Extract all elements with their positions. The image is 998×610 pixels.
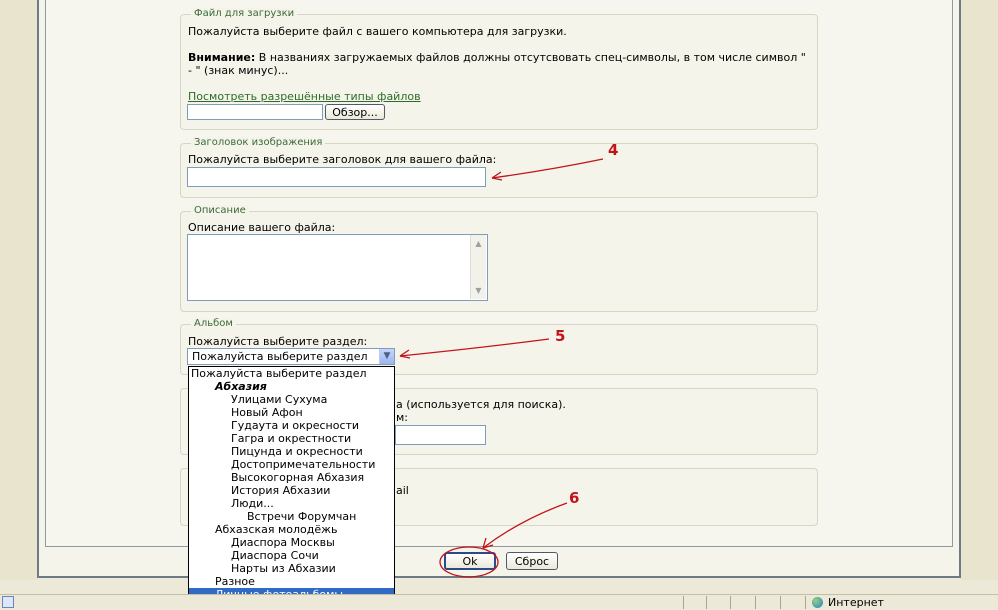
description-textarea[interactable] — [187, 234, 488, 301]
ok-button[interactable]: Ok — [444, 552, 496, 570]
album-option[interactable]: Диаспора Сочи — [231, 549, 319, 562]
file-path-input[interactable] — [187, 104, 323, 120]
status-divider — [706, 596, 707, 609]
notify-text: ail — [396, 484, 409, 497]
scroll-up-icon[interactable]: ▲ — [475, 239, 482, 248]
annotation-label-5: 5 — [555, 327, 566, 345]
album-option[interactable]: Высокогорная Абхазия — [231, 471, 365, 484]
left-margin — [0, 0, 38, 580]
status-divider — [683, 596, 684, 609]
status-bar — [0, 594, 998, 610]
file-instruction: Пожалуйста выберите файл с вашего компьютера для загрузки. — [188, 25, 567, 38]
status-divider — [805, 596, 806, 609]
album-option[interactable]: История Абхазии — [231, 484, 331, 497]
globe-icon — [812, 597, 823, 608]
album-select-value: Пожалуйста выберите раздел — [192, 350, 368, 363]
zone-label: Интернет — [828, 596, 884, 609]
album-dropdown-list[interactable] — [188, 366, 395, 603]
album-option[interactable]: Люди... — [231, 497, 274, 510]
warning-label: Внимание: — [188, 51, 256, 64]
album-option[interactable]: Пожалуйста выберите раздел — [191, 367, 367, 380]
album-option[interactable]: Разное — [215, 575, 255, 588]
album-select[interactable] — [187, 348, 395, 365]
status-divider — [755, 596, 756, 609]
page-icon — [2, 596, 14, 608]
status-divider — [730, 596, 731, 609]
reset-button[interactable]: Сброс — [506, 552, 558, 570]
title-legend: Заголовок изображения — [191, 137, 325, 148]
right-margin — [960, 0, 998, 580]
album-prompt: Пожалуйста выберите раздел: — [188, 335, 368, 348]
annotation-label-4: 4 — [608, 141, 619, 159]
album-option[interactable]: Гагра и окрестности — [231, 432, 352, 445]
status-divider — [780, 596, 781, 609]
album-option[interactable]: Гудаута и окресности — [231, 419, 360, 432]
album-option[interactable]: Абхазия — [215, 380, 267, 393]
album-option[interactable]: Пицунда и окресности — [231, 445, 363, 458]
keywords-input[interactable] — [395, 425, 486, 445]
textarea-scrollbar[interactable] — [470, 235, 486, 299]
keywords-hint: а (используется для поиска). — [396, 398, 566, 411]
album-option[interactable]: Абхазская молодёжь — [215, 523, 338, 536]
file-warning-cont: - " (знак минус)... — [188, 64, 289, 77]
album-option[interactable]: Улицами Сухума — [231, 393, 328, 406]
album-option[interactable]: Новый Афон — [231, 406, 303, 419]
album-option[interactable]: Достопримечательности — [231, 458, 376, 471]
description-prompt: Описание вашего файла: — [188, 221, 336, 234]
chevron-down-icon[interactable]: ▼ — [379, 349, 394, 364]
album-option[interactable]: Диаспора Москвы — [231, 536, 335, 549]
scroll-down-icon[interactable]: ▼ — [475, 286, 482, 295]
keywords-hint-2: м: — [396, 411, 409, 424]
album-legend: Альбом — [191, 318, 236, 329]
warning-text: В названиях загружаемых файлов должны отсутсвовать спец-символы, в том числе символ " — [255, 51, 806, 64]
album-option[interactable]: Встречи Форумчан — [247, 510, 357, 523]
title-input[interactable] — [187, 167, 486, 187]
title-prompt: Пожалуйста выберите заголовок для вашего файла: — [188, 153, 497, 166]
file-legend: Файл для загрузки — [191, 8, 297, 19]
file-warning — [188, 51, 806, 64]
allowed-types-link[interactable]: Посмотреть разрешённые типы файлов — [188, 90, 421, 103]
description-legend: Описание — [191, 205, 249, 216]
browse-button[interactable]: Обзор... — [325, 104, 385, 120]
album-option[interactable]: Нарты из Абхазии — [231, 562, 336, 575]
annotation-label-6: 6 — [569, 489, 580, 507]
